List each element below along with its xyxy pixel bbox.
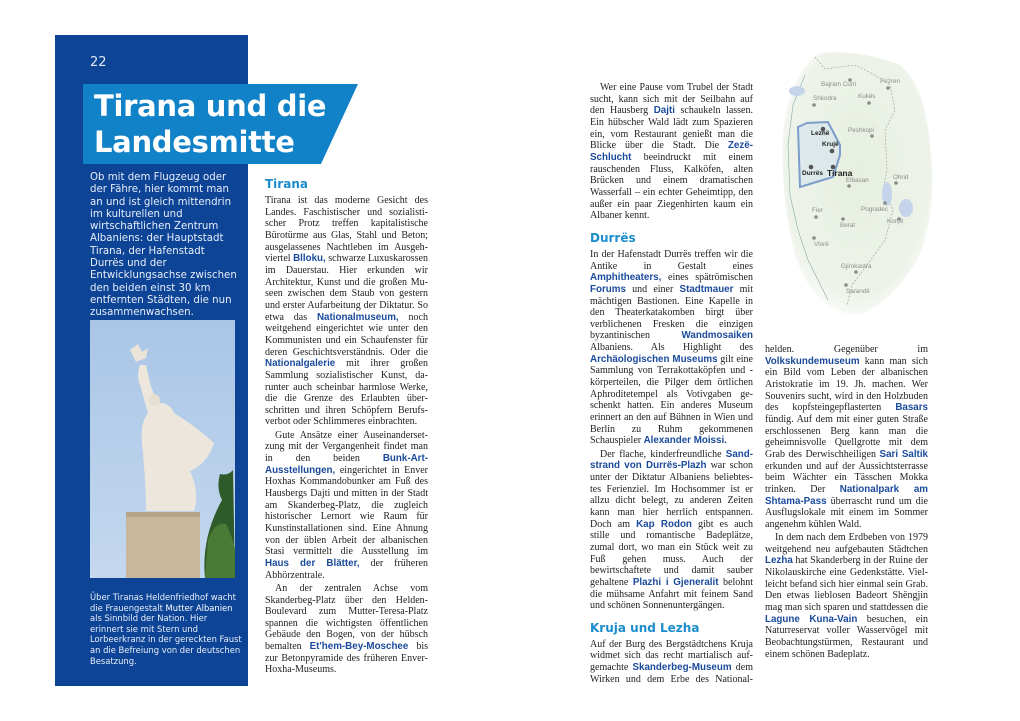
chapter-title-line1: Tirana und die (94, 89, 327, 123)
paragraph-text: beeindruckt mit einem rauschenden Fluss, Kalköfen, alten Brücken und einem dramatischen Wasserfall – ein echter Geheimtipp, den außer ein paar Ziegenhirten kaum ein Albaner kennt. (590, 151, 753, 222)
paragraph-text: gibt es auch stille und romantische Badeplätze, zumal dort, wo man ein Stück weit zu Fuß gehen muss. Auch der bewirtschaftete und damit sauber gehaltene (590, 518, 753, 588)
paragraph-text: überrascht rund um die Ausflugslokale mit einem im Sommer angenehm kühlen Wald. (765, 495, 928, 530)
city-dot (886, 86, 890, 90)
paragraph-text: fündig. Auf dem mit einer guten Straße erschlossenen Berg kann man die geheimnisvolle Quellgrotte mit dem Grab des Derwischheiligen (765, 413, 928, 460)
city-dot (841, 217, 845, 221)
paragraph-text: In dem nach dem Erdbeben von 1979 weitgehend neu aufgebauten Städtchen (765, 532, 928, 555)
city-dot (812, 103, 816, 107)
caption-highlight: Mutter Albanien (165, 602, 233, 613)
city-dot (867, 101, 871, 105)
paragraph-text: eines spätrömischen (661, 272, 753, 284)
body-paragraph (590, 249, 753, 447)
paragraph-text: dem Wirken und dem Erbe des National- (590, 662, 753, 685)
paragraph-text: mit mächtigen Bastionen. Eine Kapelle in den Theaterkatakomben birgt über verblichenen Fresken die einzigen byzantinischen (590, 283, 753, 342)
paragraph-text: schwarze Luxuskarossen im Dauerstau. Hier erkunden wir Architektur, Kunst und die großen Museen zwischen dem Staub von gestern und erster Aufarbeitung der Diktatur. So etwa das (265, 253, 428, 323)
city-label: Krujë (822, 141, 839, 148)
city-label: Vlorë (814, 241, 829, 248)
highlighted-place: Dajti (653, 105, 675, 117)
paragraph-text: Auf der Burg des Bergstädtchens Kruja widmet sich das recht martialisch aufgemachte (590, 638, 753, 674)
city-label: Sarandë (846, 288, 870, 295)
highlighted-place: Amphitheaters, (590, 272, 662, 284)
highlighted-place: Skanderbeg-Museum (632, 662, 732, 674)
highlighted-place: Stadtmauer (679, 283, 734, 295)
city-dot (812, 236, 816, 240)
city-label: Berat (840, 222, 856, 229)
city-dot (854, 270, 858, 274)
city-label: Elbasan (846, 177, 869, 184)
body-paragraph (265, 583, 428, 676)
city-label: Pogradec (861, 206, 888, 213)
highlighted-place: Lagune Kuna-Vain (765, 613, 858, 625)
highlighted-place: Plazhi i Gjeneralit (632, 576, 719, 588)
paragraph-text: Der flache, kinderfreundliche (600, 448, 726, 460)
paragraph-text: kann man sich ein Bild vom Leben der albanischen Aristokratie im 19. Jh. machen. Wer Souvenirs sucht, wird in den Holzbuden des kopfsteingepflasterten (765, 355, 928, 414)
paragraph-text: der früheren Abhörzentrale. (265, 557, 428, 581)
text-column-1 (265, 177, 428, 678)
city-label: Kukës (858, 93, 876, 100)
chapter-intro: Ob mit dem Flugzeug oder der Fähre, hier kommt man an und ist gleich mittendrin im kulturellen und wirtschaftlichen Zentrum Albaniens: der Hauptstadt Tirana, der Hafenstadt Durrës und der Entwicklungsachse zwischen den beiden einst 30 km entfernten Städten, die nun zusammenwachsen. (90, 172, 237, 319)
highlighted-place: Kap Rodon (636, 518, 692, 530)
city-label: Durrës (802, 170, 823, 177)
paragraph-text: Gute Ansätze einer Auseinandersetzung mit der Vergangenheit findet man in den beiden (265, 429, 428, 465)
chapter-title (94, 88, 354, 160)
paragraph-text: gilt eine Sammlung von Terrakottaköpfen und -körperteilen, die Pilger dem örtlichen Aphroditetempel als Votivgaben geschenkt hatten. Ein anderes Museum erinnert an den auf Bühnen in Wien und Berlin zu Ruhm gekommenen Schauspieler (590, 353, 753, 447)
paragraph-text: mit ihrer großen Sammlung sozialistischer Kunst, darunter auch scheinbar harmlose Werke, die die Grenze des Erlaubten überschritten und ihren Schöpfern Berufsverbot oder Schlimmeres einbrachten. (265, 358, 428, 428)
paragraph-text: und einer (625, 283, 680, 295)
section-heading: Durrës (590, 230, 636, 245)
paragraph-text: helden. Gegenüber im (765, 344, 928, 355)
paragraph-text: erkunden und auf der Aussichtsterrasse beim Wächter ein Tässchen Mokka trinken. Der (765, 460, 928, 495)
highlighted-place: Lezha (765, 555, 793, 567)
city-dot (830, 149, 835, 154)
body-paragraph (265, 430, 428, 582)
body-paragraph (590, 639, 753, 686)
highlighted-place: Volkskundemuseum (765, 355, 860, 367)
paragraph-text: hat Skanderberg in der Ruine der Nikolauskirche eine Gedenkstätte. Vielleicht befand sich hier einmal sein Grab. Den etwas lieblosen Badeort Shëngjin mag man sich sparen und stattdessen die (765, 555, 928, 614)
statue-photo (90, 320, 235, 578)
region-map (775, 45, 940, 330)
highlighted-place: Forums (590, 283, 626, 295)
highlighted-place: Wandmosaiken (681, 330, 753, 342)
city-label: Fier (812, 207, 823, 214)
highlighted-place: Archäologischen Museums (590, 353, 718, 365)
paragraph-text: schaukeln lassen. Ein hübscher Wald lädt zum Spazieren ein, vom Restaurant genießt man die Blicke über die Stadt. Die (590, 105, 753, 152)
paragraph-text: An der zentralen Achse vom Skanderbeg-Platz über den Helden-Boulevard zum Mutter-Teresa-Platz spannen die wichtigsten öffentlichen Gebäude den Bogen, von der hübsch bemalten (265, 582, 428, 653)
photo-caption (90, 592, 242, 666)
paragraph-text: eingerichtet in Enver Hoxhas Kommandobunker am Fuß des Hausbergs Dajti und mitten in der Stadt am Skanderbeg-Platz, die zugleich historischer Lernort wie Raum für Kunstinstallationen sind. Eine Ahnung von der üblen Arbeit der albanischen Stasi vermittelt die Ausstellung im (265, 464, 428, 558)
body-paragraph (765, 532, 928, 660)
city-dot (894, 181, 898, 185)
text-column-2 (590, 82, 753, 687)
city-label: Ohrid (893, 174, 909, 181)
highlighted-place: Basars (895, 402, 928, 414)
paragraph-text: Wer eine Pause vom Trubel der Stadt sucht, kann sich mit der Seilbahn auf den Hausberg (590, 82, 753, 117)
highlighted-place: Bunk-Art-Ausstellungen, (265, 453, 428, 476)
highlighted-place: Nationalpark am Shtama-Pass (765, 483, 928, 507)
paragraph-text: In der Hafenstadt Durrës treffen wir die Antike in Gestalt eines (590, 248, 753, 272)
chapter-title-line2: Landesmitte (94, 125, 295, 159)
caption-text: als Sinnbild der Nation. Hier erinnert sie mit Stern und Lorbeerkranz in der gereckten Faust an die Befreiung von der deutschen Besatzung. (90, 613, 242, 666)
city-dot (809, 165, 814, 170)
city-dot (870, 134, 874, 138)
highlighted-place: Sandstrand von Durrës-Plazh (590, 448, 753, 472)
city-label: Korçë (887, 218, 904, 225)
page-number: 22 (90, 55, 107, 70)
body-paragraph (590, 449, 753, 612)
city-label: Shkodra (813, 95, 837, 102)
paragraph-text: belohnt die mühsame Anfahrt mit feinem Sand und schönen Sonnenuntergängen. (590, 576, 754, 612)
city-label: Bajram Curri (821, 81, 857, 88)
highlighted-place: Nationalgalerie (265, 358, 336, 370)
section-heading: Kruja und Lezha (590, 620, 700, 635)
city-label: Prizren (880, 78, 900, 85)
paragraph-text: Tirana ist das moderne Gesicht des Landes. Faschistischer und sozialistischer Protz treffen kapitalistische Bürotürme aus Glas, Stahl und Beton; ausgelassenes Nachtleben im Ausgehviertel (265, 195, 428, 265)
paragraph-text: bis zur Betonpyramide des früheren Enver-Hoxha-Museums. (265, 641, 428, 676)
highlighted-place: Alexander Moissi. (643, 435, 727, 447)
city-dot (814, 215, 818, 219)
caption-text: Über Tiranas Heldenfriedhof wacht die Frauengestalt (90, 592, 236, 613)
city-label: Peshkopi (848, 127, 874, 134)
city-label: Tirana (827, 168, 853, 178)
paragraph-text: besuchen, ein Naturreservat voller Wasservögel mit Beobachtungstürmen, Restaurant und einem schönen Badeplatz. (765, 613, 928, 660)
paragraph-text: Albaniens. Als Highlight des (590, 342, 753, 354)
highlighted-place: Nationalmuseum, (316, 311, 399, 323)
city-label: Lezhë (811, 130, 830, 137)
text-column-3 (765, 344, 928, 662)
highlighted-place: Sari Saltik (879, 448, 928, 460)
city-dot (844, 283, 848, 287)
highlighted-place: Blloku, (293, 253, 326, 265)
body-paragraph (765, 344, 928, 531)
city-dot (847, 184, 851, 188)
highlighted-place: Et'hem-Bey-Moschee (309, 641, 409, 653)
paragraph-text: war schon unter der Diktatur Albaniens beliebtestes Ferienziel. Im Hochsommer ist er allzu dicht belegt, zu anderen Zeiten kann man hier herrlich entspannen. Doch am (590, 460, 753, 530)
body-paragraph (590, 82, 753, 222)
city-dot (883, 201, 887, 205)
highlighted-place: Haus der Blätter, (265, 557, 360, 569)
paragraph-text: noch weitgehend eingerichtet wie unter den Kommunisten und ein Schaufenster für deren Geschichtsverständnis. Oder die (265, 311, 428, 358)
body-paragraph (265, 195, 428, 428)
city-label: Gjirokastra (841, 263, 872, 270)
section-heading: Tirana (265, 177, 308, 191)
highlighted-place: Zezë-Schlucht (590, 140, 753, 163)
